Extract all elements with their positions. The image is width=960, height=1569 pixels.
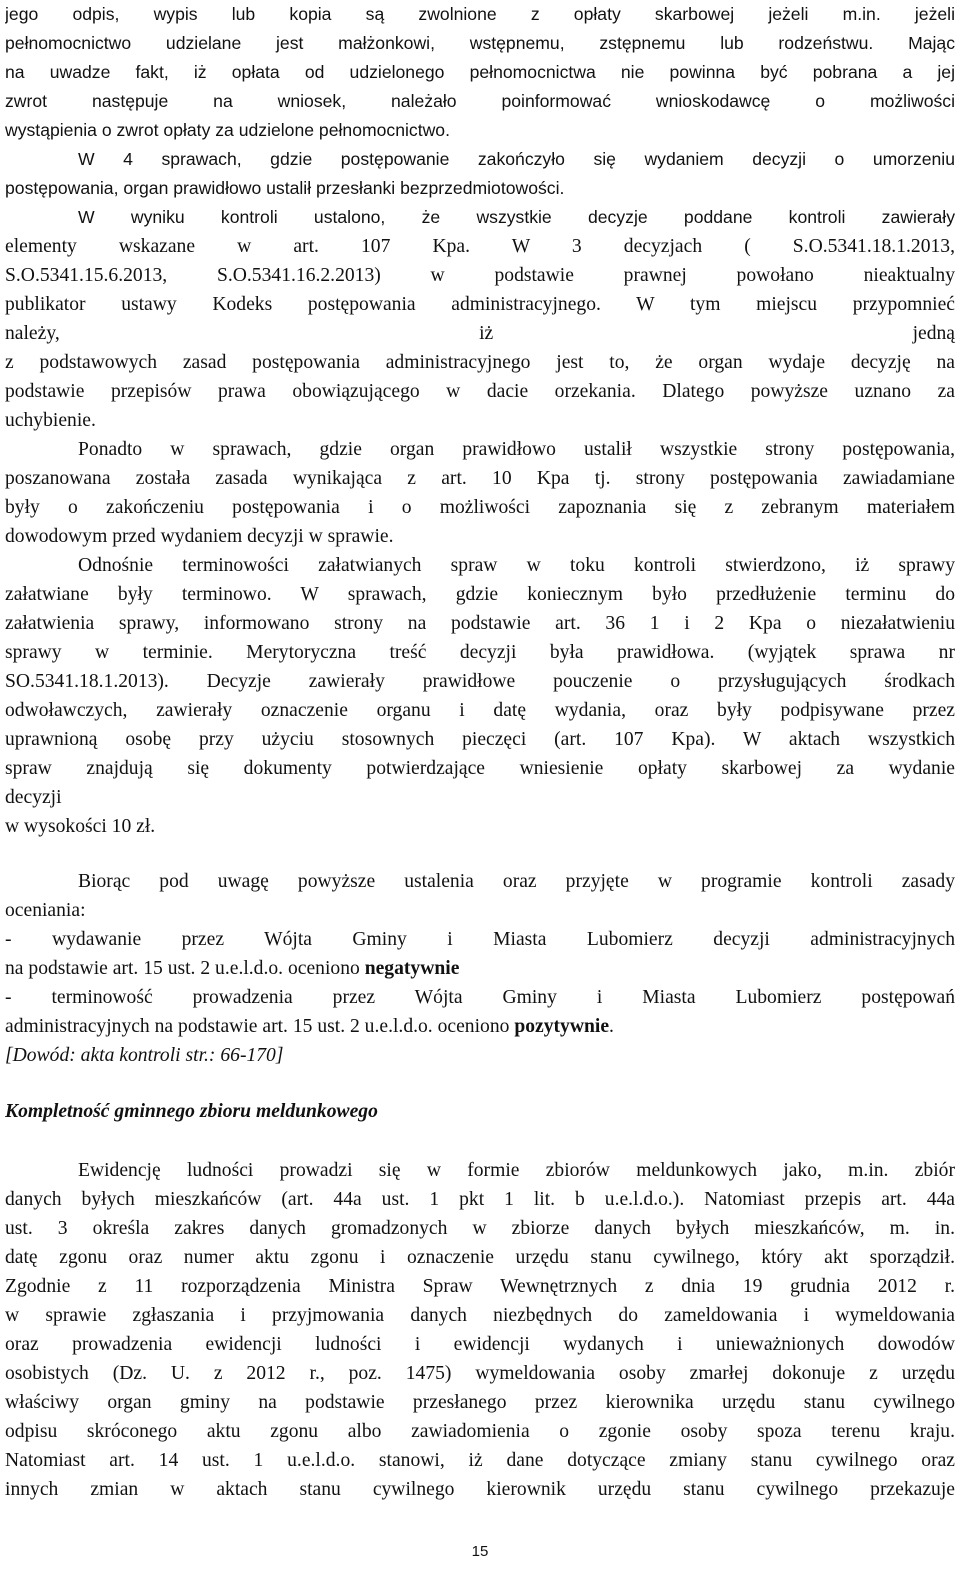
text-line: Ponadto w sprawach, gdzie organ prawidłowo ustalił wszystkie strony postępowania, bbox=[78, 439, 955, 460]
text-line: właściwy organ gminy na podstawie przesłanego przez kierownika urzędu stanu cywilnego bbox=[5, 1392, 955, 1413]
text-line: jego odpis, wypis lub kopia są zwolnione z opłaty skarbowej jeżeli m.in. jeżeli bbox=[5, 4, 955, 24]
text-run: . bbox=[609, 1016, 614, 1037]
text-line: dowodowym przed wydaniem decyzji w sprawie. bbox=[5, 526, 394, 547]
text-line: w sprawie zgłaszania i przyjmowania danych niezbędnych do zameldowania i wymeldowania bbox=[5, 1305, 955, 1326]
text-line: w wysokości 10 zł. bbox=[5, 816, 156, 837]
text-line: załatwiane były terminowo. W sprawach, gdzie koniecznym było przedłużenie terminu do bbox=[5, 584, 955, 605]
text-line: poszanowana została zasada wynikająca z art. 10 Kpa tj. strony postępowania zawiadamiane bbox=[5, 468, 955, 489]
text-line: na uwadze fakt, iż opłata od udzielonego pełnomocnictwa nie powinna być pobrana a jej bbox=[5, 62, 955, 82]
text-line: odpisu skróconego aktu zgonu albo zawiadomienia o zgonie osoby spoza terenu kraju. bbox=[5, 1421, 955, 1442]
text-line bbox=[5, 954, 955, 983]
text-line: S.O.5341.15.6.2013, S.O.5341.16.2.2013) w podstawie prawnej powołano nieaktualny bbox=[5, 265, 955, 286]
text-line: decyzji bbox=[5, 787, 62, 808]
text-line bbox=[5, 1012, 955, 1041]
text-line: podstawie przepisów prawa obowiązującego w dacie orzekania. Dlatego powyższe uznano za bbox=[5, 381, 955, 402]
text-line: elementy wskazane w art. 107 Kpa. W 3 decyzjach ( S.O.5341.18.1.2013, bbox=[5, 236, 955, 257]
text-line: - terminowość prowadzenia przez Wójta Gminy i Miasta Lubomierz postępowań bbox=[5, 987, 955, 1008]
text-line: odwoławczych, zawierały oznaczenie organu i datę wydania, oraz były podpisywane przez bbox=[5, 700, 955, 721]
text-line: W 4 sprawach, gdzie postępowanie zakończyło się wydaniem decyzji o umorzeniu bbox=[78, 149, 955, 169]
text-line: postępowania, organ prawidłowo ustalił przesłanki bezprzedmiotowości. bbox=[5, 178, 565, 198]
text-line: ust. 3 określa zakres danych gromadzonych w zbiorze danych byłych mieszkańców, m. in. bbox=[5, 1218, 955, 1239]
text-line: W wyniku kontroli ustalono, że wszystkie decyzje poddane kontroli zawierały bbox=[78, 207, 955, 227]
text-line: spraw znajdują się dokumenty potwierdzające wniesienie opłaty skarbowej za wydanie bbox=[5, 758, 955, 779]
text-run: administracyjnych na podstawie art. 15 ust. 2 u.e.l.d.o. oceniono bbox=[5, 1016, 515, 1037]
text-line: z podstawowych zasad postępowania administracyjnego jest to, że organ wydaje decyzję na bbox=[5, 352, 955, 373]
verdict-negative: negatywnie bbox=[364, 958, 460, 979]
text-line: osobistych (Dz. U. z 2012 r., poz. 1475) wymeldowania osoby zmarłej dokonuje z urzędu bbox=[5, 1363, 955, 1384]
text-line: pełnomocnictwo udzielane jest małżonkowi, wstępnemu, zstępnemu lub rodzeństwu. Mając bbox=[5, 33, 955, 53]
text-line: innych zmian w aktach stanu cywilnego kierownik urzędu stanu cywilnego przekazuje bbox=[5, 1479, 955, 1500]
text-line: zwrot następuje na wniosek, należało poinformować wnioskodawcę o możliwości bbox=[5, 91, 955, 111]
text-run: na podstawie art. 15 ust. 2 u.e.l.d.o. oceniono bbox=[5, 958, 365, 979]
page-number: 15 bbox=[471, 1543, 489, 1560]
text-line: SO.5341.18.1.2013). Decyzje zawierały prawidłowe pouczenie o przysługujących środkach bbox=[5, 671, 955, 692]
text-line: oraz prowadzenia ewidencji ludności i ewidencji wydanych i unieważnionych dowodów bbox=[5, 1334, 955, 1355]
verdict-positive: pozytywnie bbox=[514, 1016, 610, 1037]
text-line: należy, iż jedną bbox=[5, 323, 955, 344]
text-line: uchybienie. bbox=[5, 410, 96, 431]
text-line: były o zakończeniu postępowania i o możliwości zapoznania się z zebranym materiałem bbox=[5, 497, 955, 518]
text-line: załatwienia sprawy, informowano strony na podstawie art. 36 1 i 2 Kpa o niezałatwieniu bbox=[5, 613, 955, 634]
text-line: datę zgonu oraz numer aktu zgonu i oznaczenie urzędu stanu cywilnego, który akt sporządził. bbox=[5, 1247, 955, 1268]
text-line: Ewidencję ludności prowadzi się w formie zbiorów meldunkowych jako, m.in. zbiór bbox=[78, 1160, 955, 1181]
text-line: Biorąc pod uwagę powyższe ustalenia oraz przyjęte w programie kontroli zasady bbox=[78, 871, 955, 892]
section-heading: Kompletność gminnego zbioru meldunkowego bbox=[5, 1101, 378, 1122]
text-line: sprawy w terminie. Merytoryczna treść decyzji była prawidłowa. (wyjątek sprawa nr bbox=[5, 642, 955, 663]
text-line: wystąpienia o zwrot opłaty za udzielone pełnomocnictwo. bbox=[5, 120, 450, 140]
text-line: Odnośnie terminowości załatwianych spraw w toku kontroli stwierdzono, iż sprawy bbox=[78, 555, 955, 576]
text-line: - wydawanie przez Wójta Gminy i Miasta Lubomierz decyzji administracyjnych bbox=[5, 929, 955, 950]
text-line: publikator ustawy Kodeks postępowania administracyjnego. W tym miejscu przypomnieć bbox=[5, 294, 955, 315]
text-line: uprawnioną osobę przy użyciu stosownych pieczęci (art. 107 Kpa). W aktach wszystkich bbox=[5, 729, 955, 750]
text-line: oceniania: bbox=[5, 900, 86, 921]
evidence-reference: [Dowód: akta kontroli str.: 66-170] bbox=[5, 1045, 284, 1066]
text-line: danych byłych mieszkańców (art. 44a ust. 1 pkt 1 lit. b u.e.l.d.o.). Natomiast przepis art. 44a bbox=[5, 1189, 955, 1210]
text-line: Zgodnie z 11 rozporządzenia Ministra Spraw Wewnętrznych z dnia 19 grudnia 2012 r. bbox=[5, 1276, 955, 1297]
text-line: Natomiast art. 14 ust. 1 u.e.l.d.o. stanowi, iż dane dotyczące zmiany stanu cywilnego oraz bbox=[5, 1450, 955, 1471]
